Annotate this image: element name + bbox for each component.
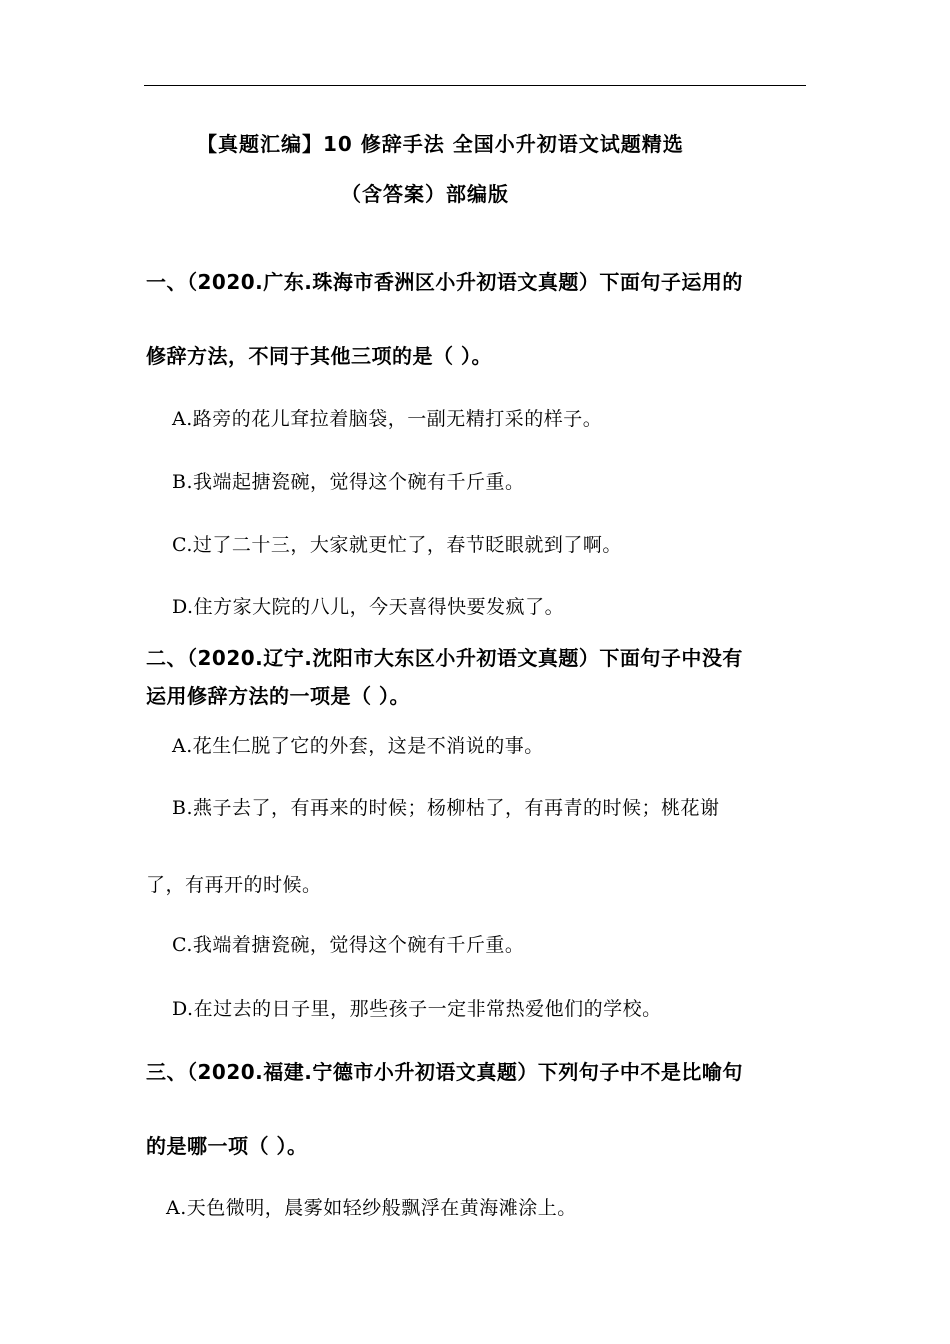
doc-title-line-2: （含答案）部编版 [341,182,509,206]
question-1-option-b: B.我端起搪瓷碗，觉得这个碗有千斤重。 [172,471,525,493]
question-2-stem-line-1: 二、（2020.辽宁.沈阳市大东区小升初语文真题）下面句子中没有 [146,646,743,670]
question-2-option-a: A.花生仁脱了它的外套，这是不消说的事。 [172,735,544,757]
question-1-option-a: A.路旁的花儿耷拉着脑袋，一副无精打采的样子。 [172,408,603,430]
question-2-option-c: C.我端着搪瓷碗，觉得这个碗有千斤重。 [172,934,525,956]
header-rule [144,85,806,86]
question-1-option-c: C.过了二十三，大家就更忙了，春节眨眼就到了啊。 [172,534,622,556]
question-1-stem-line-2: 修辞方法，不同于其他三项的是（ ）。 [146,344,492,368]
question-2-option-b-continued: 了，有再开的时候。 [146,874,322,896]
question-3-stem-line-1: 三、（2020.福建.宁德市小升初语文真题）下列句子中不是比喻句 [146,1060,743,1084]
question-3-option-a: A.天色微明，晨雾如轻纱般飘浮在黄海滩涂上。 [166,1197,577,1219]
question-2-option-d: D.在过去的日子里，那些孩子一定非常热爱他们的学校。 [172,998,662,1020]
question-2-stem-line-2: 运用修辞方法的一项是（ ）。 [146,684,410,708]
question-1-stem-line-1: 一、（2020.广东.珠海市香洲区小升初语文真题）下面句子运用的 [146,270,743,294]
doc-title-line-1: 【真题汇编】10 修辞手法 全国小升初语文试题精选 [197,132,684,156]
question-1-option-d: D.住方家大院的八儿，今天喜得快要发疯了。 [172,596,565,618]
question-3-stem-line-2: 的是哪一项（ ）。 [146,1134,308,1158]
question-2-option-b: B.燕子去了，有再来的时候；杨柳枯了，有再青的时候；桃花谢 [172,797,720,819]
